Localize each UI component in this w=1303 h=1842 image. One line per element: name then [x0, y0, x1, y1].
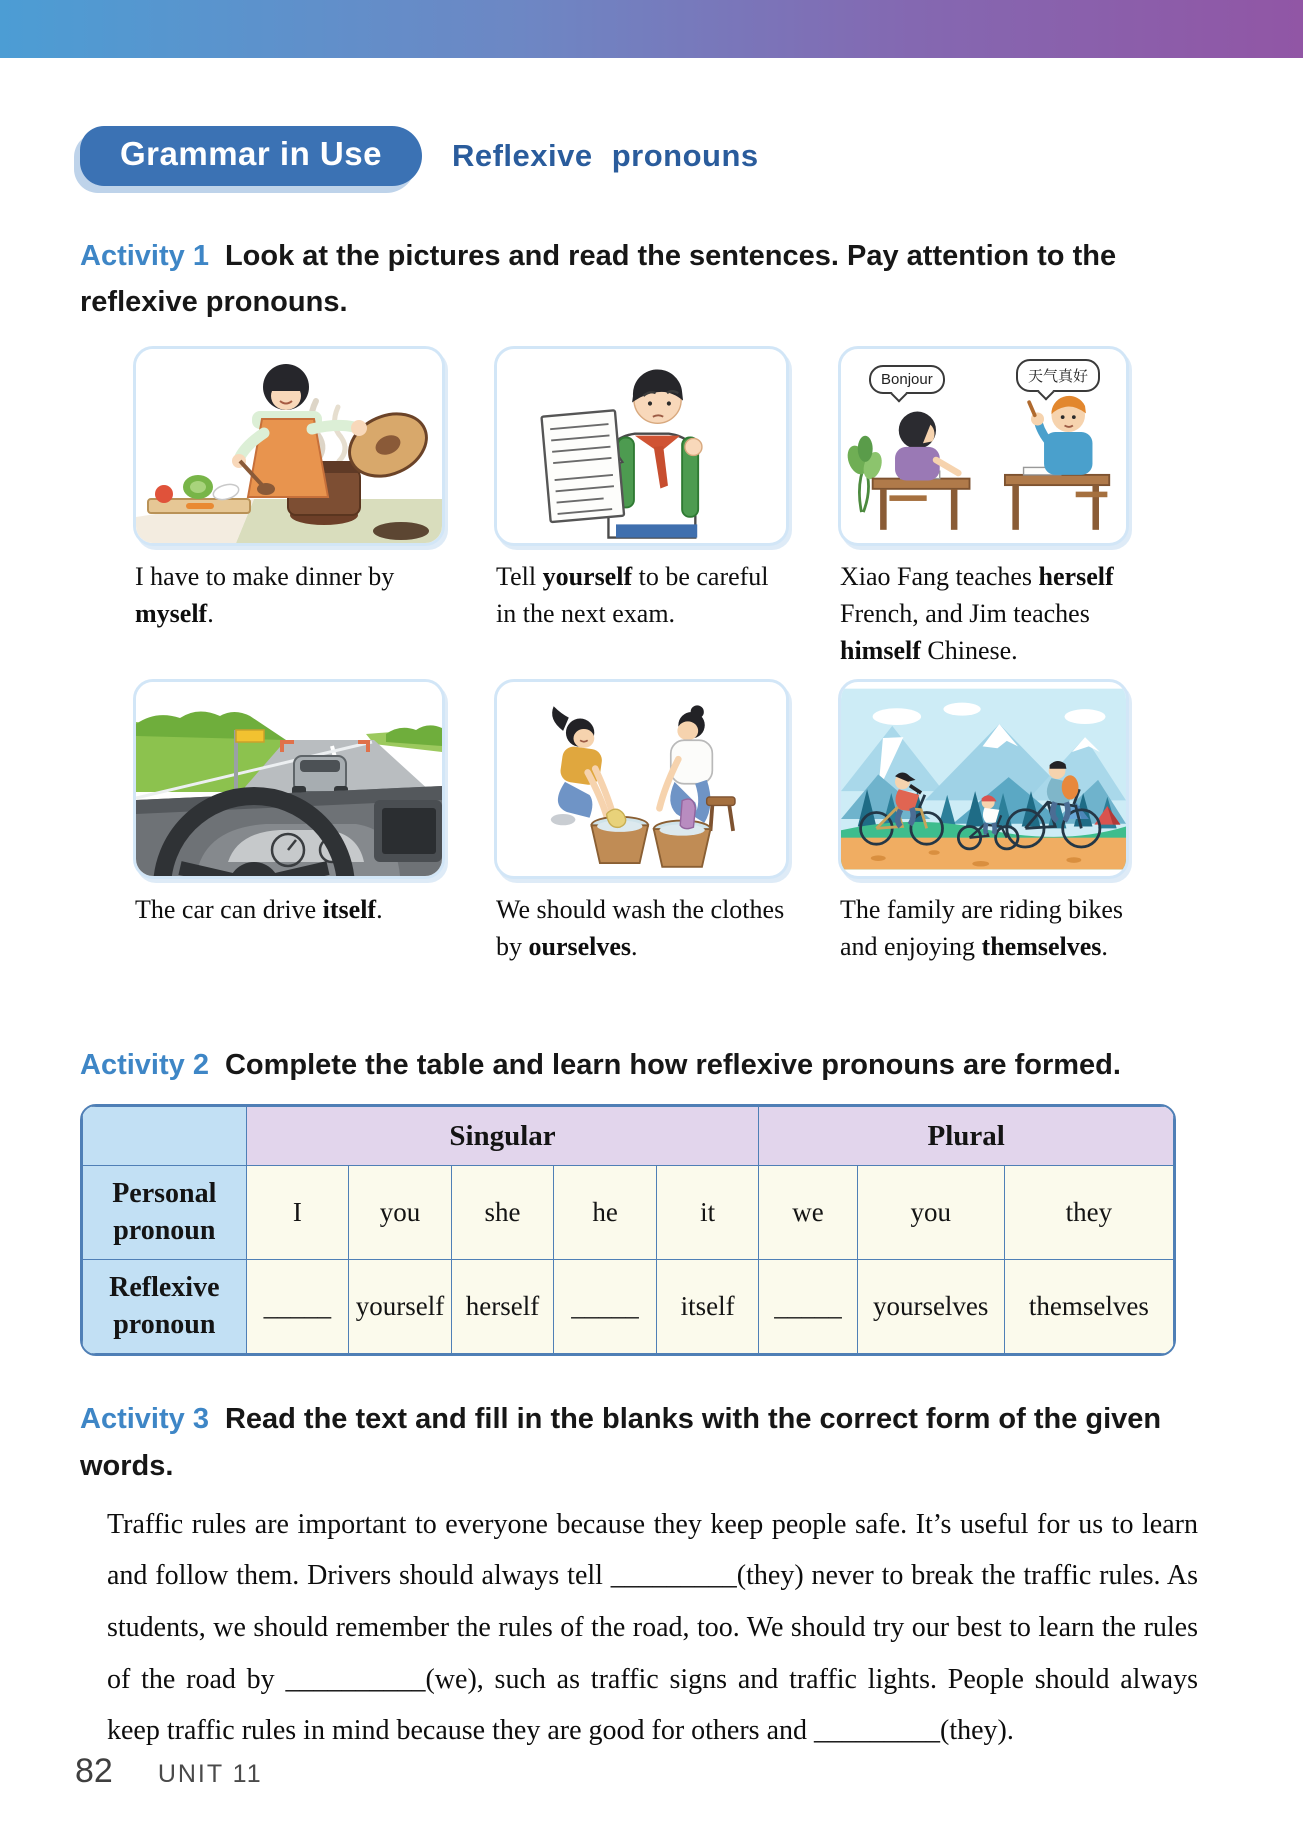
washing-scene-svg	[497, 682, 786, 876]
figure-cell-5	[494, 679, 789, 1012]
singular-header: Singular	[246, 1107, 759, 1166]
figure1-caption: I have to make dinner by myself.	[135, 561, 395, 628]
activity1-figures-grid	[133, 346, 1203, 1012]
car-dashboard-scene-svg	[136, 682, 442, 876]
personal-cell: it	[656, 1166, 759, 1260]
biking-scene-svg	[841, 682, 1126, 876]
figure-cell-4	[133, 679, 445, 1012]
figure-cell-1	[133, 346, 445, 679]
figure-cell-6	[838, 679, 1129, 1012]
table-corner-cell	[83, 1107, 247, 1166]
self-driving-car-illustration	[133, 679, 445, 879]
cooking-scene-svg	[136, 349, 442, 543]
speech-bubble-bonjour: Bonjour	[869, 365, 945, 394]
figure3-caption: Xiao Fang teaches herself French, and Jim teaches himself Chinese.	[840, 561, 1114, 665]
section-title-row	[80, 126, 1203, 186]
reflexive-pronoun-row	[83, 1260, 1174, 1354]
grammar-in-use-badge: Grammar in Use	[80, 126, 422, 186]
reflexive-cell: yourselves	[857, 1260, 1004, 1354]
unit-label: UNIT 11	[157, 1760, 263, 1788]
reflexive-blank-cell: _____	[554, 1260, 657, 1354]
personal-cell: you	[857, 1166, 1004, 1260]
page-number: 82	[75, 1752, 113, 1790]
page-footer	[75, 1752, 263, 1791]
activity3-label: Activity 3	[80, 1403, 209, 1436]
activity3-instruction: Read the text and fill in the blanks with the correct form of the given words.	[80, 1403, 1162, 1482]
reflexive-blank-cell: _____	[759, 1260, 857, 1354]
activity2-label: Activity 2	[80, 1048, 209, 1081]
figure6-caption: The family are riding bikes and enjoying themselves.	[840, 894, 1124, 961]
activity3-heading	[80, 1396, 1165, 1489]
cooking-illustration	[133, 346, 445, 546]
activity1-instruction: Look at the pictures and read the sentences. Pay attention to the reflexive pronouns.	[80, 240, 1117, 319]
personal-cell: you	[349, 1166, 452, 1260]
activity3-passage: Traffic rules are important to everyone because they keep people safe. It’s useful for us to learn and follow them. Drivers should always tell _________(they) never to break the traffic rules. As students, we should remember the rules of the road, too. We should try our best to learn the rules of the road by __________(we), such as traffic signs and traffic lights. People should always keep traffic rules in mind because they are good for others and _________(they).	[107, 1508, 1198, 1747]
figure4-caption: The car can drive itself.	[135, 894, 383, 924]
page-content	[0, 126, 1303, 1757]
activity2-instruction: Complete the table and learn how reflexive pronouns are formed.	[224, 1048, 1121, 1081]
figure-cell-2	[494, 346, 789, 679]
pronoun-table	[82, 1106, 1174, 1354]
reflexive-pronoun-row-header: Reflexive pronoun	[83, 1260, 247, 1354]
speech-bubble-chinese: 天气真好	[1016, 359, 1100, 392]
reflexive-cell: yourself	[349, 1260, 452, 1354]
classroom-illustration	[838, 346, 1129, 546]
reflexive-cell: herself	[451, 1260, 554, 1354]
reflexive-cell: itself	[656, 1260, 759, 1354]
page-top-gradient-bar	[0, 0, 1303, 58]
table-group-header-row	[83, 1107, 1174, 1166]
personal-cell: I	[246, 1166, 349, 1260]
personal-cell: he	[554, 1166, 657, 1260]
test-paper-scene-svg	[497, 349, 786, 543]
reflexive-blank-cell: _____	[246, 1260, 349, 1354]
activity1-label: Activity 1	[80, 240, 209, 272]
personal-cell: we	[759, 1166, 857, 1260]
pronoun-table-wrapper	[80, 1104, 1176, 1356]
figure2-caption: Tell yourself to be careful in the next exam.	[496, 561, 769, 628]
personal-cell: they	[1004, 1166, 1173, 1260]
activity1-heading	[80, 233, 1120, 326]
grammar-topic-title: Reflexive pronouns	[451, 138, 759, 173]
figure5-caption: We should wash the clothes by ourselves.	[496, 894, 785, 961]
family-biking-illustration	[838, 679, 1129, 879]
personal-cell: she	[451, 1166, 554, 1260]
plural-header: Plural	[759, 1107, 1174, 1166]
figure-cell-3	[838, 346, 1129, 679]
activity2-heading	[80, 1042, 1203, 1088]
test-paper-illustration	[494, 346, 789, 546]
washing-clothes-illustration	[494, 679, 789, 879]
personal-pronoun-row	[83, 1166, 1174, 1260]
personal-pronoun-row-header: Personal pronoun	[83, 1166, 247, 1260]
reflexive-cell: themselves	[1004, 1260, 1173, 1354]
